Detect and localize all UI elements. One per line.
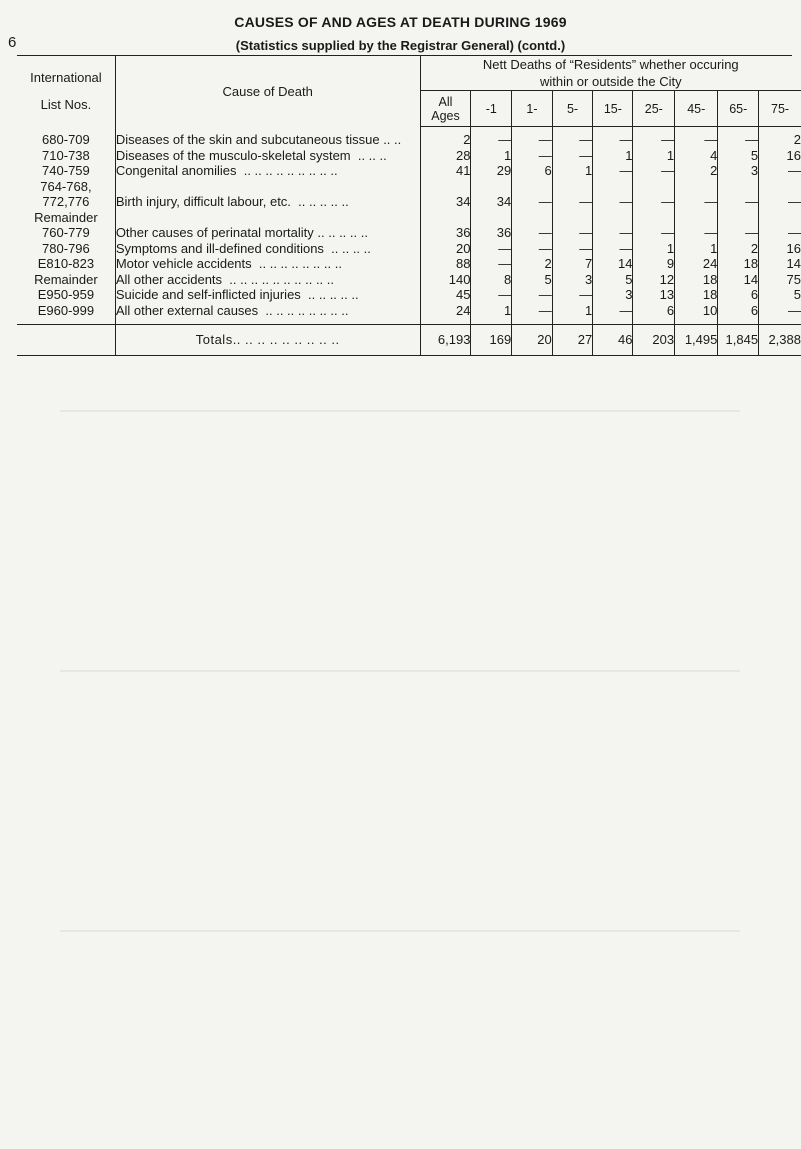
age-group-cell: — (718, 194, 759, 210)
all-ages-cell: 88 (420, 256, 471, 272)
age-group-cell: 8 (471, 272, 512, 288)
age-group-cell: — (633, 225, 675, 241)
cause-cell: Diseases of the skin and subcutaneous tissue .. .. (115, 132, 420, 148)
all-ages-cell: 34 (420, 194, 471, 210)
all-ages-cell: 41 (420, 163, 471, 179)
table-row (17, 132, 801, 148)
age-group-cell: — (633, 194, 675, 210)
list-number-cell: 772,776 (42, 194, 90, 209)
table-row (17, 163, 801, 179)
table-row (17, 179, 801, 195)
age-group-cell (512, 179, 553, 195)
age-group-cell: 18 (675, 287, 718, 303)
age-group-cell (512, 210, 553, 226)
age-group-cell: 2 (512, 256, 553, 272)
age-group-cell: — (552, 132, 593, 148)
age-header: -1 (471, 91, 512, 127)
age-group-cell (633, 210, 675, 226)
totals-age-group-cell: 27 (552, 325, 593, 356)
age-group-cell: 14 (718, 272, 759, 288)
totals-all-ages-cell: 6,193 (420, 325, 471, 356)
all-ages-cell: 36 (420, 225, 471, 241)
totals-age-group-cell: 2,388 (759, 325, 801, 356)
age-group-cell (718, 210, 759, 226)
list-number-cell: 764-768, (40, 178, 92, 194)
page-title: CAUSES OF AND AGES AT DEATH DURING 1969 (234, 14, 567, 30)
age-group-cell: 3 (718, 163, 759, 179)
age-group-cell: 5 (759, 287, 801, 303)
international-list-header: International List Nos. (17, 56, 115, 127)
all-ages-cell: 140 (420, 272, 471, 288)
cause-cell (115, 210, 420, 226)
age-group-cell (633, 179, 675, 195)
nett-deaths-header: Nett Deaths of “Residents” whether occuring within or outside the City (420, 56, 801, 91)
all-ages-cell: 20 (420, 241, 471, 257)
table-row (17, 272, 801, 288)
age-group-cell: — (471, 241, 512, 257)
age-group-cell: — (512, 194, 553, 210)
age-group-cell: — (633, 132, 675, 148)
age-group-cell: 36 (471, 225, 512, 241)
age-group-cell: — (471, 132, 512, 148)
all-ages-cell: 2 (420, 132, 471, 148)
list-number-cell: Remainder (34, 209, 98, 225)
cause-cell (115, 179, 420, 195)
age-header: 5- (552, 91, 593, 127)
totals-age-group-cell: 1,845 (718, 325, 759, 356)
cause-cell: Other causes of perinatal mortality .. .. .. .. .. (115, 225, 420, 241)
age-group-cell: 5 (512, 272, 553, 288)
age-header: 25- (633, 91, 675, 127)
age-group-cell: 1 (675, 241, 718, 257)
age-group-cell: 29 (471, 163, 512, 179)
deaths-table (17, 56, 801, 356)
age-group-cell: 1 (593, 148, 633, 164)
age-group-cell: 18 (718, 256, 759, 272)
age-header: 1- (512, 91, 553, 127)
totals-age-group-cell: 1,495 (675, 325, 718, 356)
table-row (17, 256, 801, 272)
age-group-cell: — (512, 225, 553, 241)
age-group-cell: — (675, 132, 718, 148)
age-group-cell: 5 (593, 272, 633, 288)
age-group-cell: — (633, 163, 675, 179)
page-subtitle: (Statistics supplied by the Registrar General) (contd.) (235, 38, 566, 53)
age-group-cell: 1 (633, 241, 675, 257)
list-number-cell: Remainder (34, 271, 98, 287)
cause-cell: Congenital anomilies .. .. .. .. .. .. .. .. .. (115, 163, 420, 179)
age-group-cell: — (552, 225, 593, 241)
all-ages-cell: 45 (420, 287, 471, 303)
totals-label: Totals.. .. .. .. .. .. .. .. .. (115, 325, 420, 356)
cause-cell: Symptoms and ill-defined conditions .. .. .. .. (115, 241, 420, 257)
all-ages-cell: 24 (420, 303, 471, 319)
age-group-cell (759, 179, 801, 195)
table-row (17, 241, 801, 257)
totals-age-group-cell: 20 (512, 325, 553, 356)
all-ages-cell (420, 210, 471, 226)
age-group-cell: 12 (633, 272, 675, 288)
cause-cell: Suicide and self-inflicted injuries .. .. .. .. .. (115, 287, 420, 303)
age-group-cell (552, 210, 593, 226)
table-row (17, 148, 801, 164)
age-group-cell: — (471, 287, 512, 303)
age-group-cell (471, 210, 512, 226)
age-group-cell: 34 (471, 194, 512, 210)
list-number-cell: E810-823 (37, 256, 95, 271)
bleed-through-texture (0, 370, 801, 1140)
age-group-cell: — (718, 132, 759, 148)
age-group-cell: 1 (552, 163, 593, 179)
age-group-cell: — (593, 194, 633, 210)
age-group-cell (593, 179, 633, 195)
list-number-cell: 740-759 (42, 163, 90, 178)
age-group-cell: 1 (471, 303, 512, 319)
table-row (17, 210, 801, 226)
age-group-cell: 75 (759, 272, 801, 288)
age-group-cell (593, 210, 633, 226)
age-group-cell: — (512, 287, 553, 303)
totals-row (17, 325, 801, 356)
table-row (17, 287, 801, 303)
age-group-cell: 6 (633, 303, 675, 319)
age-group-cell (675, 210, 718, 226)
all-ages-header: All Ages (420, 91, 471, 127)
totals-blank-cell (17, 325, 115, 356)
age-group-cell: 1 (471, 148, 512, 164)
age-group-cell: 6 (718, 287, 759, 303)
age-group-cell: 6 (718, 303, 759, 319)
page-number: 6 (8, 34, 17, 51)
age-group-cell: 16 (759, 241, 801, 257)
all-ages-cell (420, 179, 471, 195)
age-group-cell: 9 (633, 256, 675, 272)
age-group-cell: 1 (633, 148, 675, 164)
age-header: 65- (718, 91, 759, 127)
age-group-cell: — (593, 303, 633, 319)
age-group-cell: 2 (718, 241, 759, 257)
age-group-cell: — (552, 241, 593, 257)
age-group-cell: 13 (633, 287, 675, 303)
list-number-cell: 780-796 (42, 240, 90, 256)
table-row (17, 225, 801, 241)
totals-age-group-cell: 169 (471, 325, 512, 356)
age-group-cell: — (512, 148, 553, 164)
age-group-cell: 2 (675, 163, 718, 179)
cause-cell: Motor vehicle accidents .. .. .. .. .. .. .. .. (115, 256, 420, 272)
age-group-cell: 7 (552, 256, 593, 272)
list-number-cell: 760-779 (42, 225, 90, 240)
age-group-cell: — (759, 194, 801, 210)
age-group-cell (675, 179, 718, 195)
age-group-cell: 10 (675, 303, 718, 319)
age-group-cell: — (552, 148, 593, 164)
age-group-cell: — (512, 241, 553, 257)
cause-cell: All other accidents .. .. .. .. .. .. .. .. .. .. (115, 272, 420, 288)
age-group-cell: — (593, 132, 633, 148)
age-header: 15- (593, 91, 633, 127)
age-group-cell (552, 179, 593, 195)
age-group-cell: 3 (593, 287, 633, 303)
age-group-cell: — (759, 303, 801, 319)
cause-cell: Birth injury, difficult labour, etc. .. .. .. .. .. (115, 194, 420, 210)
age-group-cell: 2 (759, 132, 801, 148)
age-group-cell: — (593, 163, 633, 179)
age-group-cell: — (759, 225, 801, 241)
list-number-cell: E950-959 (37, 287, 95, 302)
age-group-cell: 14 (759, 256, 801, 272)
age-group-cell: 3 (552, 272, 593, 288)
age-group-cell: 1 (552, 303, 593, 319)
age-group-cell (471, 179, 512, 195)
age-group-cell: 5 (718, 148, 759, 164)
table-row (17, 194, 801, 210)
all-ages-cell: 28 (420, 148, 471, 164)
list-number-cell: 680-709 (42, 132, 90, 147)
age-group-cell: — (512, 303, 553, 319)
cause-of-death-header: Cause of Death (115, 56, 420, 127)
age-group-cell (718, 179, 759, 195)
age-group-cell: 24 (675, 256, 718, 272)
age-header: 45- (675, 91, 718, 127)
age-group-cell (759, 210, 801, 226)
totals-age-group-cell: 203 (633, 325, 675, 356)
age-group-cell: — (471, 256, 512, 272)
table-row (17, 303, 801, 319)
age-group-cell: 6 (512, 163, 553, 179)
cause-cell: Diseases of the musculo-skeletal system .. .. .. (115, 148, 420, 164)
age-group-cell: — (593, 241, 633, 257)
age-group-cell: 18 (675, 272, 718, 288)
list-number-cell: 710-738 (42, 147, 90, 163)
cause-cell: All other external causes .. .. .. .. .. .. .. .. (115, 303, 420, 319)
age-group-cell: — (675, 194, 718, 210)
totals-age-group-cell: 46 (593, 325, 633, 356)
age-group-cell: — (512, 132, 553, 148)
age-group-cell: 4 (675, 148, 718, 164)
age-group-cell: 16 (759, 148, 801, 164)
age-group-cell: 14 (593, 256, 633, 272)
age-group-cell: — (675, 225, 718, 241)
age-group-cell: — (759, 163, 801, 179)
age-group-cell: — (593, 225, 633, 241)
age-group-cell: — (552, 194, 593, 210)
list-number-cell: E960-999 (37, 302, 95, 318)
age-header: 75- (759, 91, 801, 127)
age-group-cell: — (552, 287, 593, 303)
age-group-cell: — (718, 225, 759, 241)
